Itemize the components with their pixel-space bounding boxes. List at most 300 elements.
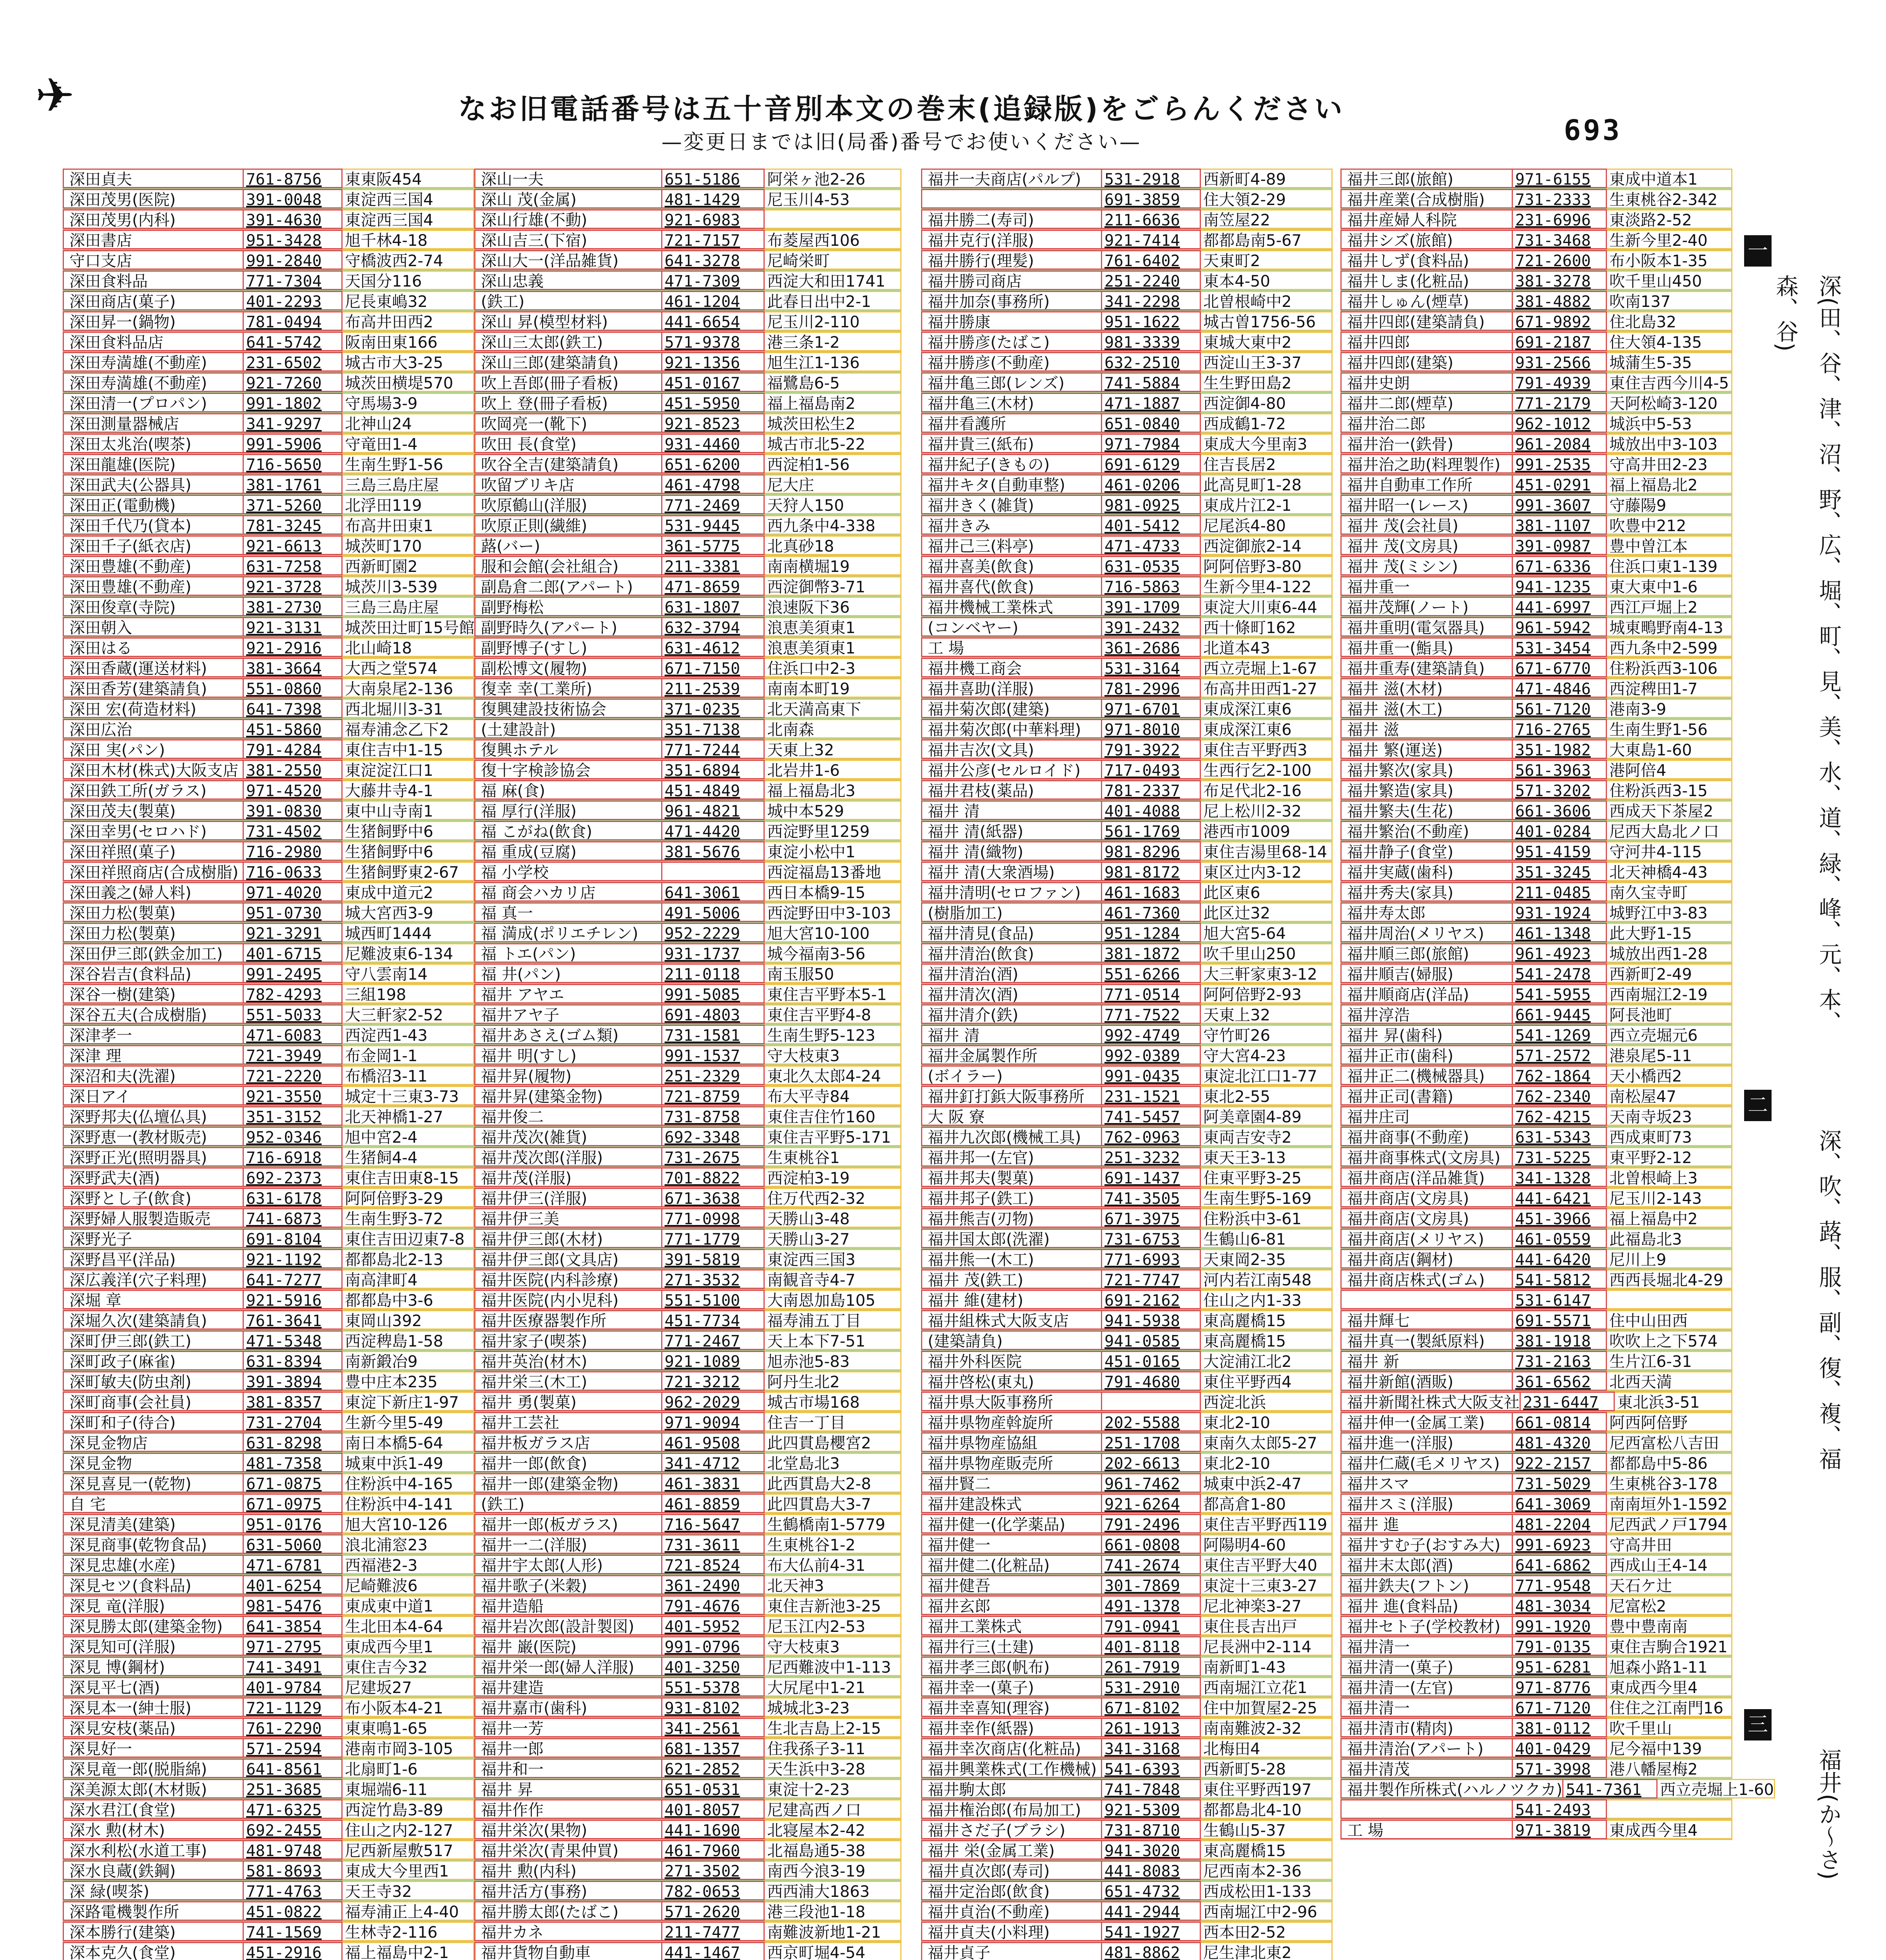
listing-name: 復幸 幸(工業所)	[474, 678, 662, 698]
listing-row	[63, 1779, 474, 1799]
listing-tel: 461-4798	[662, 474, 765, 494]
listing-tel: 671-0875	[244, 1473, 343, 1493]
listing-tel: 381-1918	[1513, 1330, 1607, 1350]
listing-addr: 南難波新地1-21	[765, 1922, 901, 1941]
listing-row	[474, 984, 901, 1004]
listing-tel: 451-4849	[662, 780, 765, 800]
listing-tel: 441-6654	[662, 311, 765, 331]
listing-addr: 東淀淀江口1	[343, 760, 474, 779]
listing-tel: 991-6923	[1513, 1534, 1607, 1554]
listing-addr: 城浜中5-53	[1607, 413, 1732, 433]
listing-name: 福井一芳	[474, 1718, 662, 1737]
listing-name: 深見平七(酒)	[63, 1677, 244, 1697]
listing-row	[63, 760, 474, 780]
listing-tel: 571-2620	[662, 1901, 765, 1921]
listing-row	[474, 1942, 901, 1960]
listing-addr: 城茨町170	[343, 535, 474, 555]
listing-addr: 北浮田119	[343, 495, 474, 514]
listing-addr: 守大宮4-23	[1201, 1045, 1333, 1065]
listing-addr: 生生野田島2	[1201, 372, 1333, 392]
listing-addr: 城東鴫野南4-13	[1607, 617, 1732, 637]
listing-tel: 931-4460	[662, 434, 765, 453]
listing-addr: 阿阿倍野3-29	[343, 1188, 474, 1207]
listing-addr: 尼生津北東2	[1201, 1942, 1333, 1960]
listing-row	[921, 1330, 1333, 1351]
listing-row	[474, 821, 901, 841]
listing-name: 福井己三(料亭)	[921, 535, 1102, 555]
listing-addr: 南南横堀19	[765, 556, 901, 575]
listing-addr: 住粉浜中3-61	[1201, 1208, 1333, 1228]
listing-tel: 691-3859	[1102, 189, 1201, 209]
listing-tel: 961-7462	[1102, 1473, 1201, 1493]
listing-addr: 城今福南3-56	[765, 943, 901, 963]
listing-addr: 生北田本4-64	[343, 1616, 474, 1635]
listing-name: (樹脂加工)	[921, 902, 1102, 922]
listing-tel: 781-3245	[244, 515, 343, 535]
listing-row	[921, 515, 1333, 535]
listing-addr: 大三軒家東3-12	[1201, 964, 1333, 983]
listing-addr: 西淀竹島3-89	[343, 1799, 474, 1819]
listing-tel: 571-3202	[1513, 780, 1607, 800]
listing-name: 福井国太郎(洗濯)	[921, 1229, 1102, 1248]
listing-row	[474, 1697, 901, 1718]
listing-name: 深谷岩吉(食料品)	[63, 964, 244, 983]
listing-row	[474, 1432, 901, 1453]
listing-tel: 671-3975	[1102, 1208, 1201, 1228]
listing-row	[1340, 1065, 1732, 1086]
listing-addr	[1607, 1290, 1732, 1309]
listing-name: 深田貞夫	[63, 169, 244, 188]
listing-tel: 981-8296	[1102, 841, 1201, 861]
listing-addr: 城東中浜1-49	[343, 1453, 474, 1472]
listing-tel: 791-4676	[662, 1595, 765, 1615]
listing-name: 福井幸喜知(理容)	[921, 1697, 1102, 1717]
listing-tel: 781-2996	[1102, 678, 1201, 698]
listing-addr: 西淀西1-43	[343, 1025, 474, 1044]
listing-addr: 阿栄ヶ池2-26	[765, 169, 901, 188]
listing-name: 福井幸作(紙器)	[921, 1718, 1102, 1737]
listing-name: 復十字検診協会	[474, 760, 662, 779]
listing-addr: 住粉浜中4-141	[343, 1494, 474, 1513]
listing-addr: 三組198	[343, 984, 474, 1004]
listing-name: 福井自動車工作所	[1340, 474, 1513, 494]
listing-name: 深津 理	[63, 1045, 244, 1065]
listing-tel: 211-3381	[662, 556, 765, 575]
listing-name: 福井治一(鉄骨)	[1340, 434, 1513, 453]
listing-row	[63, 617, 474, 637]
listing-name: 福井 茂(文房具)	[1340, 535, 1513, 555]
listing-name: 福井繁治(不動産)	[1340, 821, 1513, 840]
listing-addr: 南新鍛冶9	[343, 1351, 474, 1370]
listing-name: 福井行三(土建)	[921, 1636, 1102, 1656]
listing-row	[921, 1595, 1333, 1616]
listing-name: 福井清一	[1340, 1697, 1513, 1717]
listing-row	[474, 841, 901, 862]
listing-name: 福井勝彦(たばこ)	[921, 332, 1102, 351]
listing-tel: 762-0963	[1102, 1127, 1201, 1146]
listing-addr: 布小阪本4-21	[343, 1697, 474, 1717]
listing-tel: 481-9748	[244, 1840, 343, 1860]
listing-tel: 961-4923	[1513, 943, 1607, 963]
listing-tel: 641-6862	[1513, 1555, 1607, 1574]
listing-name: 福井建設株式	[921, 1494, 1102, 1513]
listing-tel: 721-7157	[662, 230, 765, 249]
listing-row	[63, 413, 474, 434]
listing-row	[921, 434, 1333, 454]
listing-name: (コンベヤー)	[921, 617, 1102, 637]
listing-tel: 471-4733	[1102, 535, 1201, 555]
listing-tel: 401-3250	[662, 1657, 765, 1676]
listing-row	[474, 1167, 901, 1188]
listing-addr: 南南難波2-32	[1201, 1718, 1333, 1737]
listing-name: 福井清次(酒)	[921, 984, 1102, 1004]
listing-tel: 571-9378	[662, 332, 765, 351]
listing-row	[63, 1392, 474, 1412]
listing-addr: 此西貫島大2-8	[765, 1473, 901, 1493]
listing-name: 福井板ガラス店	[474, 1432, 662, 1452]
listing-row	[1340, 1188, 1732, 1208]
listing-name: 福井繁夫(生花)	[1340, 800, 1513, 820]
listing-tel: 541-1927	[1102, 1922, 1201, 1941]
listing-tel: 671-7120	[1513, 1697, 1607, 1717]
listing-row	[474, 515, 901, 535]
listing-tel: 951-0176	[244, 1514, 343, 1534]
listing-tel: 731-5225	[1513, 1147, 1607, 1167]
listing-addr: 東住吉住竹160	[765, 1106, 901, 1126]
listing-name: 復興建設技術協会	[474, 699, 662, 718]
listing-row	[63, 1412, 474, 1432]
listing-name: 深堀 章	[63, 1290, 244, 1309]
listing-row	[474, 760, 901, 780]
listing-name: 福井周治(メリヤス)	[1340, 923, 1513, 942]
listing-name: 深山行雄(不動)	[474, 209, 662, 229]
listing-tel: 991-1537	[662, 1045, 765, 1065]
listing-addr: 大南泉尾2-136	[343, 678, 474, 698]
listing-name: 福井作作	[474, 1799, 662, 1819]
listing-row	[63, 1942, 474, 1960]
listing-name: 深田はる	[63, 637, 244, 657]
listing-row	[921, 270, 1333, 291]
listing-row	[921, 1942, 1333, 1960]
listing-row	[1340, 535, 1732, 556]
listing-row	[921, 1759, 1333, 1779]
listing-addr: 天石ケ辻	[1607, 1575, 1732, 1595]
listing-row	[63, 1249, 474, 1269]
listing-tel: 351-3245	[1513, 862, 1607, 881]
listing-name: 深田茂夫(製菓)	[63, 800, 244, 820]
listing-tel: 651-0531	[662, 1779, 765, 1798]
listing-tel: 401-6254	[244, 1575, 343, 1595]
listing-row	[63, 1106, 474, 1127]
listing-name: 福井シズ(旅館)	[1340, 230, 1513, 249]
listing-name: 深水利松(水道工事)	[63, 1840, 244, 1860]
listing-name: 福井新聞社株式大阪支社	[1340, 1392, 1521, 1411]
listing-tel: 791-0941	[1102, 1616, 1201, 1635]
listing-tel: 461-7360	[1102, 902, 1201, 922]
listing-tel: 691-6129	[1102, 454, 1201, 474]
listing-addr: 城古市大3-25	[343, 352, 474, 372]
listing-row	[1340, 1759, 1732, 1779]
listing-tel: 471-1887	[1102, 393, 1201, 412]
listing-tel: 741-2674	[1102, 1555, 1201, 1574]
listing-name: 深田食料品	[63, 270, 244, 290]
listing-name: 福井清治(酒)	[921, 964, 1102, 983]
listing-name: 福井造船	[474, 1595, 662, 1615]
listing-row	[474, 780, 901, 800]
listing-row	[474, 169, 901, 189]
listing-row	[1340, 1677, 1732, 1697]
listing-row	[474, 1106, 901, 1127]
listing-row	[1340, 209, 1732, 230]
listing-tel: 541-1269	[1513, 1025, 1607, 1044]
listing-row	[921, 576, 1333, 597]
listing-tel: 951-1622	[1102, 311, 1201, 331]
page-number: 693	[1564, 114, 1622, 147]
listing-row	[63, 1025, 474, 1045]
listing-tel: 451-0165	[1102, 1351, 1201, 1370]
listing-tel: 351-1982	[1513, 739, 1607, 759]
listing-row	[921, 1616, 1333, 1636]
listing-tel: 671-6336	[1513, 556, 1607, 575]
listing-tel: 471-6781	[244, 1555, 343, 1574]
listing-addr: 東成西今里1	[343, 1636, 474, 1656]
listing-row	[474, 1249, 901, 1269]
listing-addr: 生新今里2-40	[1607, 230, 1732, 249]
listing-tel: 561-3963	[1513, 760, 1607, 779]
listing-tel: 381-2730	[244, 597, 343, 616]
listing-tel: 731-6753	[1102, 1229, 1201, 1248]
listing-row	[1340, 1718, 1732, 1738]
listing-name: 深谷五夫(合成樹脂)	[63, 1004, 244, 1024]
listing-name	[1340, 1799, 1513, 1819]
listing-row	[474, 230, 901, 250]
listing-name: (建築請負)	[921, 1330, 1102, 1350]
listing-row	[63, 1718, 474, 1738]
listing-addr: 大東島1-60	[1607, 739, 1732, 759]
listing-row	[921, 923, 1333, 943]
listing-addr: 南高津町4	[343, 1269, 474, 1289]
listing-row	[474, 1208, 901, 1229]
listing-addr: 生猪飼4-4	[343, 1147, 474, 1167]
listing-tel: 681-1357	[662, 1738, 765, 1758]
listing-name: 福井順三郎(旅館)	[1340, 943, 1513, 963]
listing-tel: 631-8298	[244, 1432, 343, 1452]
listing-name: 福井勝彦(不動産)	[921, 352, 1102, 372]
listing-row	[63, 1575, 474, 1595]
listing-addr: 住吉一丁目	[765, 1412, 901, 1432]
listing-tel: 631-8394	[244, 1351, 343, 1370]
listing-tel: 461-0559	[1513, 1229, 1607, 1248]
listing-name: 福井清一	[1340, 1636, 1513, 1656]
listing-tel: 461-7960	[662, 1840, 765, 1860]
listing-name: 福井喜代(飲食)	[921, 576, 1102, 596]
listing-addr: 東成大今里西1	[343, 1860, 474, 1880]
listing-addr: 南久宝寺町	[1607, 882, 1732, 902]
listing-row	[474, 1759, 901, 1779]
listing-name: 福井健吾	[921, 1575, 1102, 1595]
listing-name: 深山吉三(下宿)	[474, 230, 662, 249]
listing-row	[474, 270, 901, 291]
listing-addr: 東住吉平野西3	[1201, 739, 1333, 759]
listing-row	[63, 1351, 474, 1371]
listing-tel: 661-3606	[1513, 800, 1607, 820]
listing-row	[1340, 332, 1732, 352]
listing-addr: 生南生野5-169	[1201, 1188, 1333, 1207]
listing-tel: 921-8523	[662, 413, 765, 433]
listing-row	[474, 964, 901, 984]
listing-row	[63, 1799, 474, 1820]
index-tab-3: 三欄	[1744, 1709, 1772, 1740]
listing-tel: 991-0435	[1102, 1065, 1201, 1085]
listing-row	[474, 882, 901, 902]
listing-row	[63, 984, 474, 1004]
listing-addr: 南笠屋22	[1201, 209, 1333, 229]
listing-tel: 381-8357	[244, 1392, 343, 1411]
listing-addr: 東淀十三東3-27	[1201, 1575, 1333, 1595]
listing-addr: 吹千里山250	[1201, 943, 1333, 963]
listing-name: 福井清茂	[1340, 1759, 1513, 1778]
listing-name: 福井清一(左官)	[1340, 1677, 1513, 1697]
listing-addr: 布金岡1-1	[343, 1045, 474, 1065]
listing-row	[921, 556, 1333, 576]
listing-name: 福井伊三郎(木材)	[474, 1229, 662, 1248]
listing-tel: 731-8758	[662, 1106, 765, 1126]
listing-tel: 391-0048	[244, 189, 343, 209]
listing-tel: 921-5916	[244, 1290, 343, 1309]
listing-row	[1340, 617, 1732, 637]
listing-name: 福井貞治(不動産)	[921, 1901, 1102, 1921]
listing-tel: 251-1708	[1102, 1432, 1201, 1452]
listing-tel: 981-5476	[244, 1595, 343, 1615]
listing-row	[921, 1738, 1333, 1759]
listing-tel: 971-4520	[244, 780, 343, 800]
listing-addr: 東区辻内3-12	[1201, 862, 1333, 881]
listing-row	[921, 1860, 1333, 1881]
listing-row	[1340, 678, 1732, 699]
listing-addr: 守高井田2-23	[1607, 454, 1732, 474]
listing-row	[63, 699, 474, 719]
listing-row	[1340, 352, 1732, 372]
listing-row	[921, 169, 1333, 189]
listing-addr: 福鷺島6-5	[765, 372, 901, 392]
listing-row	[63, 1330, 474, 1351]
listing-name: 深山大一(洋品雑貨)	[474, 250, 662, 270]
listing-name: 福井伊三(洋服)	[474, 1188, 662, 1207]
listing-tel: 541-7361	[1563, 1779, 1658, 1798]
listing-row	[1340, 556, 1732, 576]
listing-row	[921, 1351, 1333, 1371]
listing-row	[474, 434, 901, 454]
listing-row	[474, 719, 901, 739]
listing-row	[474, 393, 901, 413]
listing-tel: 692-2373	[244, 1167, 343, 1187]
listing-addr: 住中山田西	[1607, 1310, 1732, 1330]
listing-addr: 北天神橋1-27	[343, 1106, 474, 1126]
listing-tel: 931-1737	[662, 943, 765, 963]
listing-name: (鉄工)	[474, 1494, 662, 1513]
listing-tel: 761-8756	[244, 169, 343, 188]
listing-name: 福井興業株式(工作機械)	[921, 1759, 1102, 1778]
listing-addr: 此区東6	[1201, 882, 1333, 902]
listing-row	[1340, 1595, 1732, 1616]
listing-tel: 971-6155	[1513, 169, 1607, 188]
listing-row	[63, 250, 474, 270]
listing-addr: 西立売堀上1-60	[1658, 1779, 1775, 1798]
listing-addr: 此区辻32	[1201, 902, 1333, 922]
listing-addr: 東天王3-13	[1201, 1147, 1333, 1167]
listing-tel: 931-2566	[1513, 352, 1607, 372]
listing-addr: 吹千里山450	[1607, 270, 1732, 290]
listing-addr: 阿陽明4-60	[1201, 1534, 1333, 1554]
listing-row	[921, 291, 1333, 311]
listing-tel: 971-8010	[1102, 719, 1201, 739]
listing-addr: 東住長吉出戸	[1201, 1616, 1333, 1635]
listing-name: (土建設計)	[474, 719, 662, 739]
listing-row	[921, 943, 1333, 964]
listing-addr: 都都島中5-86	[1607, 1453, 1732, 1472]
listing-tel: 451-5950	[662, 393, 765, 412]
listing-tel: 781-2337	[1102, 780, 1201, 800]
listing-name: 深日アイ	[63, 1086, 244, 1105]
listing-row	[474, 800, 901, 821]
listing-name: 福井進一(洋服)	[1340, 1432, 1513, 1452]
listing-addr: 東高麗橋15	[1201, 1330, 1333, 1350]
listing-addr: 天小橋西2	[1607, 1065, 1732, 1085]
listing-addr: 北扇町1-6	[343, 1759, 474, 1778]
listing-name: 福井熊吉(刃物)	[921, 1208, 1102, 1228]
listing-name: 福井あさえ(ゴム類)	[474, 1025, 662, 1044]
listing-addr: 住浜口東1-139	[1607, 556, 1732, 575]
listing-addr: 西成松田1-133	[1201, 1881, 1333, 1900]
listing-name: 福井組株式大阪支店	[921, 1310, 1102, 1330]
listing-tel: 716-6918	[244, 1147, 343, 1167]
listing-tel: 721-1129	[244, 1697, 343, 1717]
listing-tel: 701-8822	[662, 1167, 765, 1187]
listing-row	[921, 780, 1333, 800]
listing-row	[63, 169, 474, 189]
listing-name: 深堀久次(建築請負)	[63, 1310, 244, 1330]
listing-tel: 951-0730	[244, 902, 343, 922]
listing-name: 深田義之(婦人料)	[63, 882, 244, 902]
listing-row	[63, 270, 474, 291]
listing-row	[63, 1290, 474, 1310]
listing-addr: 住山之内2-127	[343, 1820, 474, 1839]
listing-addr: 尼難波東6-134	[343, 943, 474, 963]
listing-tel: 551-0860	[244, 678, 343, 698]
listing-row	[921, 495, 1333, 515]
listing-addr: 北西天満	[1607, 1371, 1732, 1391]
listing-row	[474, 678, 901, 699]
listing-name: 福井幸次商店(化粧品)	[921, 1738, 1102, 1758]
listing-row	[1340, 984, 1732, 1004]
listing-tel: 451-0291	[1513, 474, 1607, 494]
listing-addr: 都都島中3-6	[343, 1290, 474, 1309]
listing-tel: 461-3831	[662, 1473, 765, 1493]
listing-tel: 931-1924	[1513, 902, 1607, 922]
listing-addr: 城茨田松生2	[765, 413, 901, 433]
listing-row	[921, 637, 1333, 658]
listing-tel: 921-1356	[662, 352, 765, 372]
listing-addr: 尼玉川2-143	[1607, 1188, 1732, 1207]
listing-name: 福井清治(アパート)	[1340, 1738, 1513, 1758]
listing-tel: 671-7150	[662, 658, 765, 677]
listing-tel: 471-8659	[662, 576, 765, 596]
listing-row	[63, 1616, 474, 1636]
listing-name: 福井 昇	[474, 1779, 662, 1798]
listing-row	[1340, 1208, 1732, 1229]
listing-tel: 671-3638	[662, 1188, 765, 1207]
listing-row	[921, 209, 1333, 230]
